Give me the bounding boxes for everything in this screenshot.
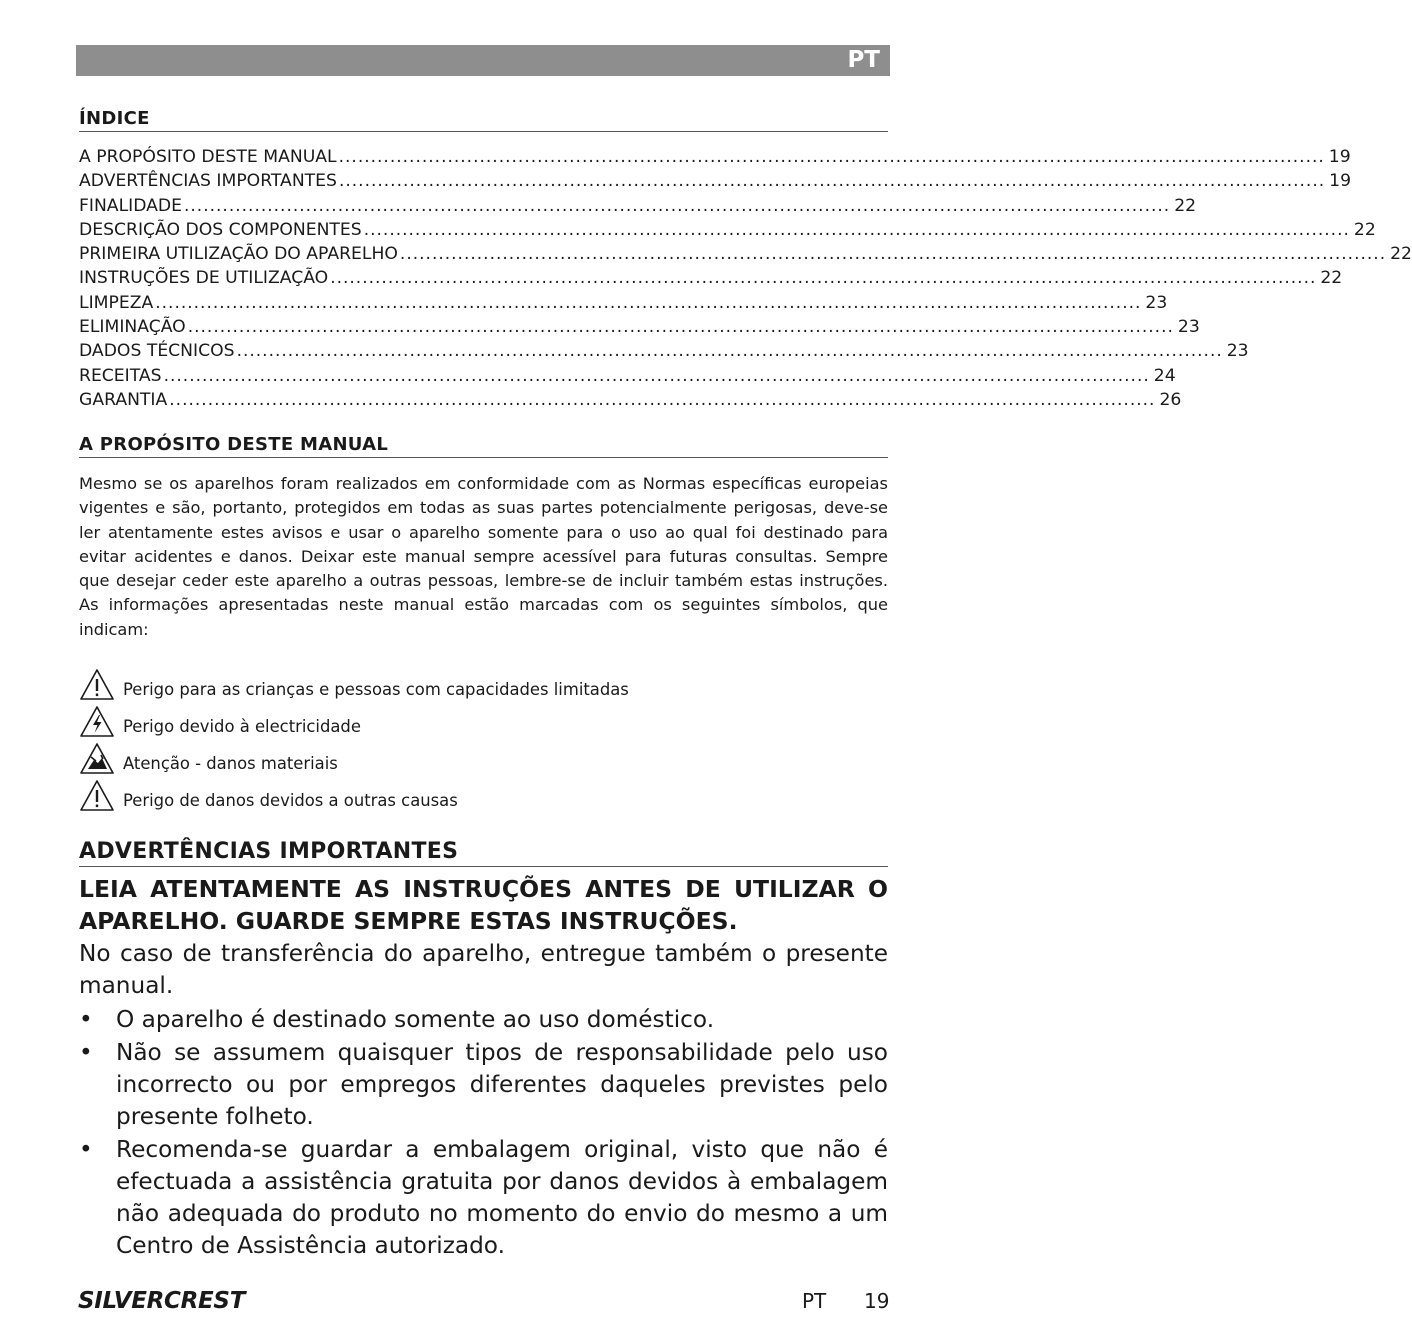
toc-leader-dots: ..........................................................................................................................................................	[330, 268, 1317, 289]
bullet-marker: •	[79, 1039, 93, 1066]
toc-entry-title: DADOS TÉCNICOS	[79, 341, 235, 362]
symbol-legend	[79, 665, 888, 813]
toc-entry-title: DESCRIÇÃO DOS COMPONENTES	[79, 219, 362, 240]
toc-entry[interactable]	[79, 317, 1200, 341]
list-item-text: O aparelho é destinado somente ao uso doméstico.	[116, 1006, 715, 1033]
toc-entry-title: INSTRUÇÕES DE UTILIZAÇÃO	[79, 268, 329, 289]
symbol-legend-item	[79, 702, 888, 739]
symbol-legend-item	[79, 776, 888, 813]
toc-entry-page: 24	[1153, 365, 1176, 386]
toc-entry[interactable]	[79, 292, 1168, 317]
toc-entry[interactable]	[79, 195, 1197, 220]
toc-entry-page: 22	[1174, 195, 1197, 216]
toc-entry[interactable]	[79, 219, 1376, 244]
toc-entry-title: ADVERTÊNCIAS IMPORTANTES	[79, 171, 337, 192]
toc-leader-dots: ..........................................................................................................................................................	[169, 389, 1156, 410]
toc-entry-page: 23	[1177, 317, 1200, 338]
footer-language: PT	[802, 1289, 827, 1313]
symbol-legend-text: Perigo devido à electricidade	[123, 717, 361, 736]
toc-entry-title: ELIMINAÇÃO	[79, 317, 186, 338]
toc-leader-dots: ..........................................................................................................................................................	[363, 219, 1350, 240]
symbol-legend-item	[79, 665, 888, 702]
material-damage-warning-icon	[79, 742, 115, 776]
toc-entry[interactable]	[79, 171, 1352, 195]
language-tab-label: PT	[847, 47, 880, 73]
toc-entry-title: GARANTIA	[79, 389, 168, 410]
about-manual-text: Mesmo se os aparelhos foram realizados em conformidade com as Normas específicas europeias vigentes e são, portanto, protegidos em todas as suas partes potencialmente perigosas, deve-se ler atentamente estes avisos e usar o aparelho somente para o uso ao qual foi destinado para evitar acidentes e danos. Deixar este manual sempre acessível para futuras consultas. Sempre que desejar ceder este aparelho a outras pessoas, lembre-se de incluir também estas instruções. As informações apresentadas neste manual estão marcadas com os seguintes símbolos, que indicam:	[79, 474, 888, 639]
read-instructions-notice: LEIA ATENTAMENTE AS INSTRUÇÕES ANTES DE UTILIZAR O APARELHO. GUARDE SEMPRE ESTAS INSTRUÇÕES.	[79, 875, 888, 935]
toc-leader-dots: ..........................................................................................................................................................	[338, 147, 1325, 167]
toc-entry-page: 22	[1390, 244, 1412, 265]
toc-entry-title: A PROPÓSITO DESTE MANUAL	[79, 147, 337, 167]
symbol-legend-item	[79, 739, 888, 776]
list-item-text: Não se assumem quaisquer tipos de responsabilidade pelo uso incorrecto ou por empregos diferentes daqueles previstes pelo presente folheto.	[116, 1039, 888, 1130]
important-warnings-heading: ADVERTÊNCIAS IMPORTANTES	[79, 839, 888, 867]
toc-entry-page: 22	[1353, 219, 1376, 240]
about-manual-heading: A PROPÓSITO DESTE MANUAL	[79, 434, 888, 458]
toc-entry[interactable]	[79, 341, 1249, 365]
toc-entry-page: 19	[1328, 147, 1351, 167]
page-number: 19	[864, 1289, 890, 1313]
toc-leader-dots: ..........................................................................................................................................................	[236, 341, 1223, 362]
toc-leader-dots: ..........................................................................................................................................................	[338, 171, 1326, 192]
toc-entry[interactable]	[79, 389, 1182, 414]
transfer-note: No caso de transferência do aparelho, entregue também o presente manual.	[79, 940, 888, 999]
toc-leader-dots: ..........................................................................................................................................................	[399, 244, 1387, 265]
toc-entry-title: LIMPEZA	[79, 292, 154, 313]
bullet-marker: •	[79, 1136, 93, 1163]
symbol-legend-text: Perigo de danos devidos a outras causas	[123, 791, 458, 810]
symbol-legend-text: Atenção - danos materiais	[123, 754, 338, 773]
toc-entry-page: 23	[1145, 292, 1168, 313]
toc-entry[interactable]	[79, 268, 1343, 292]
toc-heading: ÍNDICE	[79, 108, 888, 132]
toc-leader-dots: ..........................................................................................................................................................	[184, 195, 1171, 216]
warning-triangle-icon	[79, 779, 115, 813]
toc-entry-title: RECEITAS	[79, 365, 162, 386]
toc-leader-dots: ..........................................................................................................................................................	[163, 365, 1150, 386]
bullet-marker: •	[79, 1006, 93, 1033]
symbol-legend-text: Perigo para as crianças e pessoas com capacidades limitadas	[123, 680, 629, 699]
table-of-contents	[79, 147, 1412, 414]
toc-entry-page: 26	[1159, 389, 1182, 410]
list-item	[79, 1134, 888, 1262]
list-item	[79, 1004, 888, 1036]
toc-leader-dots: ..........................................................................................................................................................	[187, 317, 1174, 338]
warnings-bullet-list	[79, 1004, 888, 1263]
toc-leader-dots: ..........................................................................................................................................................	[155, 292, 1142, 313]
toc-entry-page: 19	[1329, 171, 1352, 192]
toc-entry-page: 23	[1226, 341, 1249, 362]
toc-entry[interactable]	[79, 147, 1351, 171]
brand-logo: SILVERCREST	[78, 1288, 246, 1314]
electricity-warning-icon	[79, 705, 115, 739]
toc-entry-title: FINALIDADE	[79, 195, 182, 216]
list-item	[79, 1037, 888, 1133]
list-item-text: Recomenda-se guardar a embalagem original, visto que não é efectuada a assistência gratuita por danos devidos à embalagem não adequada do produto no momento do envio do mesmo a um Centro de Assistência autorizado.	[116, 1136, 888, 1259]
toc-entry[interactable]	[79, 365, 1176, 390]
language-tab-bar	[76, 45, 890, 76]
toc-entry-title: PRIMEIRA UTILIZAÇÃO DO APARELHO	[79, 244, 398, 265]
toc-entry[interactable]	[79, 244, 1412, 268]
warning-triangle-icon	[79, 668, 115, 702]
toc-entry-page: 22	[1320, 268, 1343, 289]
